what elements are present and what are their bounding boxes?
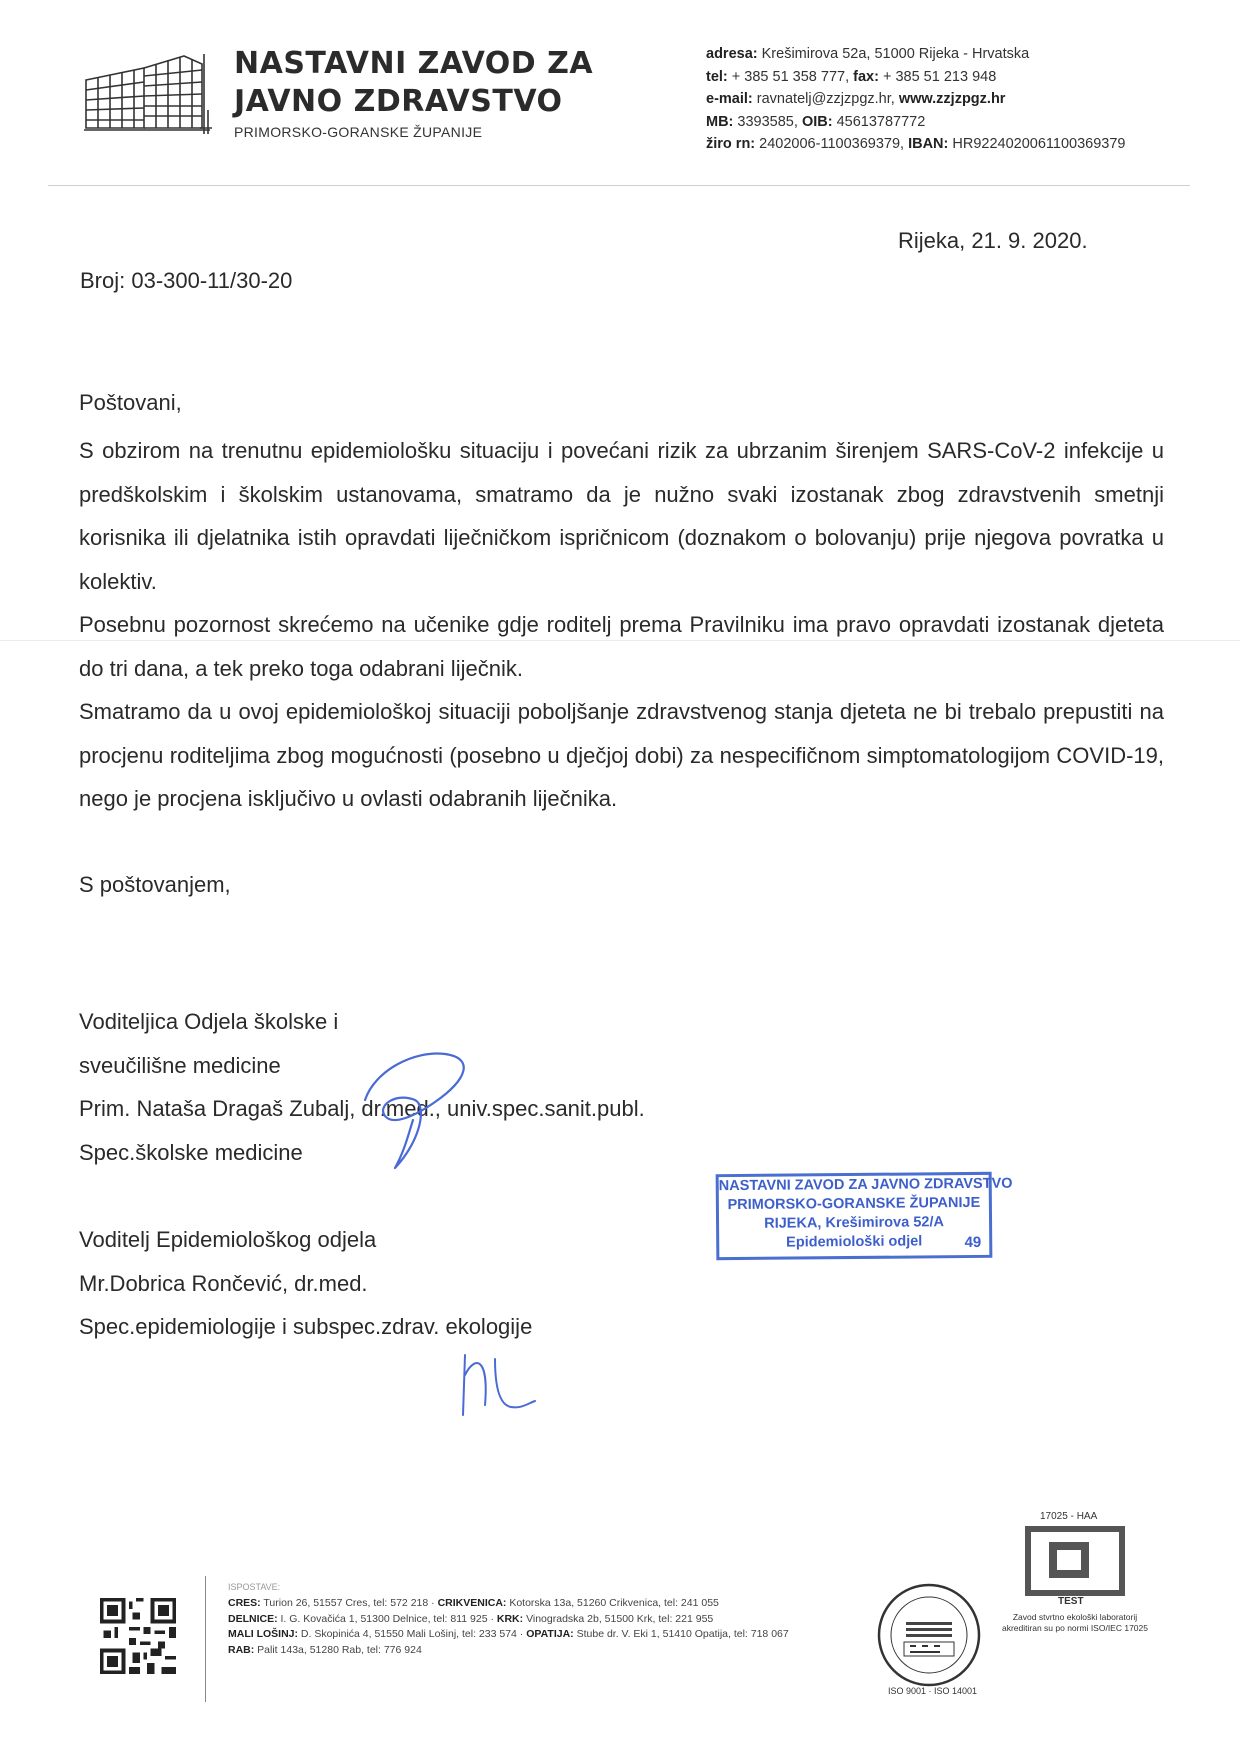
stamp-line4: Epidemiološki odjel (786, 1233, 923, 1251)
branch-city: CRIKVENICA: (437, 1597, 507, 1609)
mb-value: 3393585, (737, 113, 798, 130)
email-link[interactable]: ravnatelj@zzjzpgz.hr, (756, 91, 895, 107)
branch-details: D. Skopinića 4, 51550 Mali Lošinj, tel: 233 574 (300, 1628, 517, 1640)
branch-city: KRK: (496, 1612, 524, 1625)
closing: S poštovanjem, (79, 872, 231, 897)
branch-city: CRES: (228, 1597, 261, 1609)
tel-value: + 385 51 358 777, (731, 68, 850, 85)
stamp-line1: NASTAVNI ZAVOD ZA JAVNO ZDRAVSTVO (718, 1175, 1013, 1195)
institute-logo-icon (84, 50, 214, 135)
iban-label: IBAN: (908, 136, 949, 152)
contact-block (706, 43, 1125, 156)
reference-number: Broj: 03-300-11/30-20 (80, 268, 293, 293)
letter-date: Rijeka, 21. 9. 2020. (898, 228, 1088, 253)
branch-details: Palit 143a, 51280 Rab, tel: 776 924 (257, 1643, 422, 1656)
org-name-line1: NASTAVNI ZAVOD ZA (234, 46, 594, 81)
branch-details: Turion 26, 51557 Cres, tel: 572 218 (263, 1597, 429, 1609)
signatory-2-block (79, 1218, 532, 1349)
org-name-line2: JAVNO ZDRAVSTVO (234, 84, 563, 119)
branch-row: MALI LOŠINJ: D. Skopinića 4, 51550 Mali Lošinj, tel: 233 574 · OPATIJA: Stube dr. V. Eki 1, 51410 Opatija, tel: 718 067 (228, 1628, 789, 1640)
official-stamp (716, 1172, 1013, 1260)
oib-value: 45613787772 (836, 113, 926, 130)
contact-email-row (706, 88, 1125, 111)
signatory-2-name: Mr.Dobrica Rončević, dr.med. (79, 1270, 368, 1296)
greeting: Poštovani, (79, 390, 182, 415)
paragraph-3: Smatramo da u ovoj epidemiološkoj situaciji poboljšanje zdravstvenog stanja djeteta ne bi trebalo prepustiti na procjenu roditeljima zbog mogućnosti (posebno u dječjoj dobi) za nespecifičnom simptomatologijom COVID-19, nego je procjena isključivo u ovlasti odabranih liječnika. (79, 699, 1164, 811)
branch-row (228, 1643, 789, 1659)
handwritten-signature-1 (355, 1040, 485, 1180)
stamp-line2: PRIMORSKO-GORANSKE ŽUPANIJE (727, 1194, 981, 1214)
address-value: Krešimirova 52a, 51000 Rijeka - Hrvatska (761, 46, 1030, 62)
branch-details: Stube dr. V. Eki 1, 51410 Opatija, tel: 718 067 (576, 1628, 789, 1640)
branch-details: I. G. Kovačića 1, 51300 Delnice, tel: 811 925 (280, 1612, 488, 1625)
contact-address-row (706, 43, 1125, 66)
contact-ids-row (706, 111, 1125, 134)
branch-city: RAB: (228, 1643, 255, 1656)
contact-bank-row (706, 133, 1125, 156)
paragraph-1: S obzirom na trenutnu epidemiološku situaciju i povećani rizik za ubrzanim širenjem SARS-CoV-2 infekcije u predškolskim i školskim ustanovama, smatramo da je nužno svaki izostanak zbog zdravstvenih smetnji korisnika ili djelatnika istih opravdati liječničkom ispričnicom (doznakom o bolovanju) prije njegova povratka u kolektiv. (79, 438, 1164, 594)
fax-label: fax: (853, 68, 879, 85)
ziro-label: žiro rn: (706, 136, 756, 152)
signatory-1-specialty: Spec.školske medicine (79, 1139, 303, 1165)
branches-label: ISPOSTAVE: (228, 1582, 281, 1592)
handwritten-signature-2 (455, 1345, 545, 1420)
branch-row: DELNICE: I. G. Kovačića 1, 51300 Delnice, tel: 811 925 · KRK: Vinogradska 2b, 51500 Krk, tel: 221 955 (228, 1612, 714, 1625)
branch-details: Kotorska 13a, 51260 Crikvenica, tel: 241 055 (509, 1597, 719, 1609)
dnv-gl-certification-logo (870, 1576, 988, 1694)
footer-divider (205, 1576, 206, 1702)
accreditation-text: Zavod stvrtno ekološki laboratorij akreditiran su po normi ISO/IEC 17025 (1002, 1612, 1148, 1633)
test-accreditation-mark-icon (1025, 1526, 1125, 1596)
signatory-1-title: Voditeljica Odjela školske i (79, 1009, 339, 1034)
signatory-1-name: Prim. Nataša Dragaš Zubalj, dr.med., univ.spec.sanit.publ. (79, 1096, 645, 1121)
header-divider (48, 185, 1190, 186)
paragraph-2: Posebnu pozornost skrećemo na učenike gdje roditelj prema Pravilniku ima pravo opravdati izostanak djeteta do tri dana, a tek preko toga odabrani liječnik. (79, 612, 1164, 681)
stamp-number: 49 (964, 1233, 982, 1252)
iso-certifications: ISO 9001 · ISO 14001 (888, 1686, 978, 1696)
qr-code-icon (100, 1598, 176, 1674)
ziro-value: 2402006-1100369379, (759, 136, 905, 152)
fax-value: + 385 51 213 948 (882, 68, 997, 85)
accreditation-code: 17025 - HAA (1040, 1511, 1098, 1522)
mb-label: MB: (706, 113, 734, 130)
branch-details: Vinogradska 2b, 51500 Krk, tel: 221 955 (526, 1612, 714, 1625)
org-county: PRIMORSKO-GORANSKE ŽUPANIJE (234, 124, 483, 140)
address-label: adresa: (706, 46, 758, 62)
contact-phone-row (706, 66, 1125, 89)
oib-label: OIB: (801, 113, 833, 130)
signatory-1-title-cont: sveučilišne medicine (79, 1052, 281, 1078)
branch-row: CRES: Turion 26, 51557 Cres, tel: 572 218 · CRIKVENICA: Kotorska 13a, 51260 Crikvenica, tel: 241 055 (228, 1597, 719, 1609)
test-label: TEST (1058, 1596, 1084, 1607)
branch-city: MALI LOŠINJ: (228, 1628, 298, 1640)
tel-label: tel: (706, 68, 728, 85)
signatory-2-specialty: Spec.epidemiologije i subspec.zdrav. ekologije (79, 1314, 533, 1339)
signatory-2-title: Voditelj Epidemiološkog odjela (79, 1227, 377, 1252)
email-label: e-mail: (706, 91, 753, 107)
iban-value: HR9224020061100369379 (952, 136, 1126, 152)
test-mark-inner (1049, 1542, 1089, 1578)
branch-offices (228, 1596, 789, 1658)
stamp-line3: RIJEKA, Krešimirova 52/A (764, 1214, 944, 1232)
website-link[interactable]: www.zzjzpgz.hr (898, 91, 1006, 107)
branch-city: OPATIJA: (526, 1628, 574, 1640)
branch-city: DELNICE: (228, 1612, 278, 1625)
